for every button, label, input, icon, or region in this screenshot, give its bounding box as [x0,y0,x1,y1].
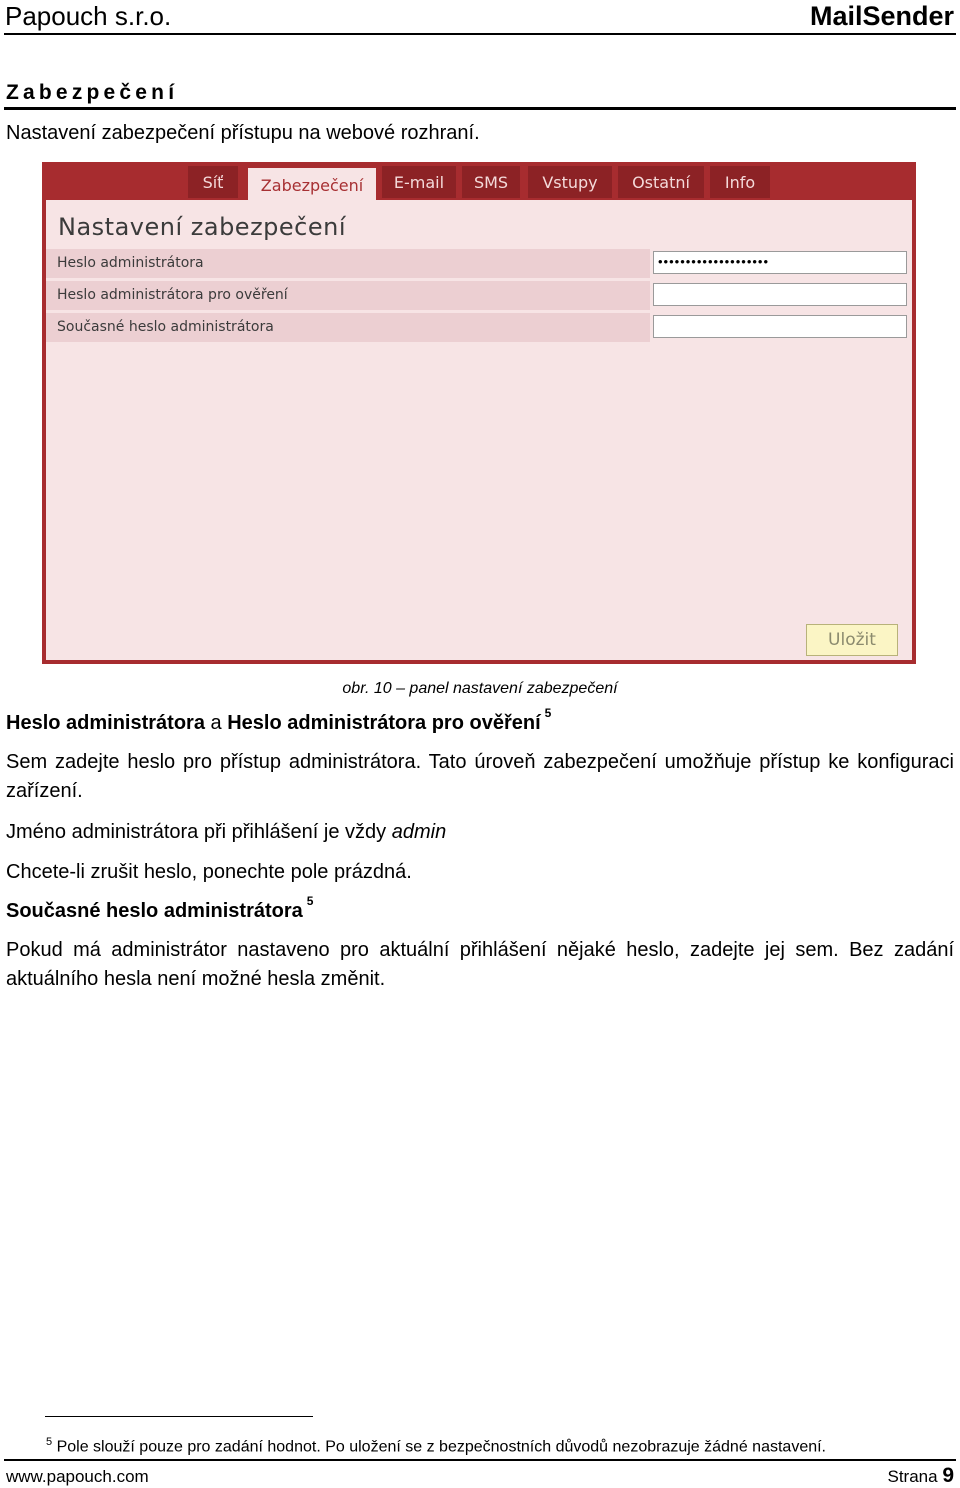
tab-bar [42,162,916,200]
heading-current-password [6,894,314,923]
current-password-input[interactable] [653,315,907,338]
heading-admin-password [6,706,552,735]
tab-inputs[interactable]: Vstupy [528,166,612,198]
footnote [46,1436,826,1456]
tab-info[interactable]: Info [710,166,770,198]
tab-security[interactable]: Zabezpečení [248,168,376,202]
footer-url[interactable]: www.papouch.com [6,1467,149,1486]
section-intro: Nastavení zabezpečení přístupu na webové rozhraní. [6,122,480,144]
paragraph-current-password: Pokud má administrátor nastaveno pro aktuální přihlášení nějaké heslo, zadejte jej sem. Bez zadání aktuálního hesla není možné hesla změnit. [6,939,954,990]
footnote-ref: 5 [306,894,314,908]
heading-part2: Heslo administrátora pro ověření [227,712,541,734]
heading-part1: Heslo administrátora [6,712,205,734]
footnote-divider [45,1416,313,1417]
panel-title: Nastavení zabezpečení [58,213,346,241]
footer-divider [4,1459,956,1461]
row-current-password-label: Současné heslo administrátora [46,313,650,342]
footnote-mark: 5 [46,1436,53,1448]
admin-name-text: Jméno administrátora při přihlášení je vždy [6,821,392,843]
page-number: 9 [942,1464,954,1487]
paragraph-clear-password: Chcete-li zrušit heslo, ponechte pole prázdná. [6,861,412,883]
footer-page [887,1464,954,1488]
footnote-ref: 5 [544,706,552,720]
heading-and: a [204,712,228,734]
admin-password-input[interactable]: •••••••••••••••••••• [653,251,907,274]
section-divider [4,107,956,110]
page-label: Strana [887,1467,938,1486]
figure-caption: obr. 10 – panel nastavení zabezpečení [342,680,618,697]
save-button[interactable]: Uložit [806,624,898,656]
paragraph-admin-password: Sem zadejte heslo pro přístup administrátora. Tato úroveň zabezpečení umožňuje přístup ke konfiguraci zařízení. [6,751,954,802]
tab-sms[interactable]: SMS [462,166,520,198]
tab-network[interactable]: Síť [188,166,238,198]
tab-email[interactable]: E-mail [382,166,456,198]
panel-content [46,200,912,660]
settings-panel-screenshot [42,162,916,664]
row-admin-password-label: Heslo administrátora [46,249,650,278]
row-admin-password-confirm-label: Heslo administrátora pro ověření [46,281,650,310]
section-title: Zabezpečení [6,81,179,104]
paragraph-admin-name [6,818,954,847]
admin-name-value: admin [391,821,447,843]
tab-other[interactable]: Ostatní [618,166,704,198]
product-name: MailSender [809,1,954,31]
admin-password-confirm-input[interactable] [653,283,907,306]
header-divider [4,33,956,35]
company-name: Papouch s.r.o. [5,1,172,31]
footnote-text: Pole slouží pouze pro zadání hodnot. Po uložení se z bezpečnostních důvodů nezobrazuje žádné nastavení. [56,1438,826,1456]
heading-current-text: Současné heslo administrátora [6,900,303,922]
